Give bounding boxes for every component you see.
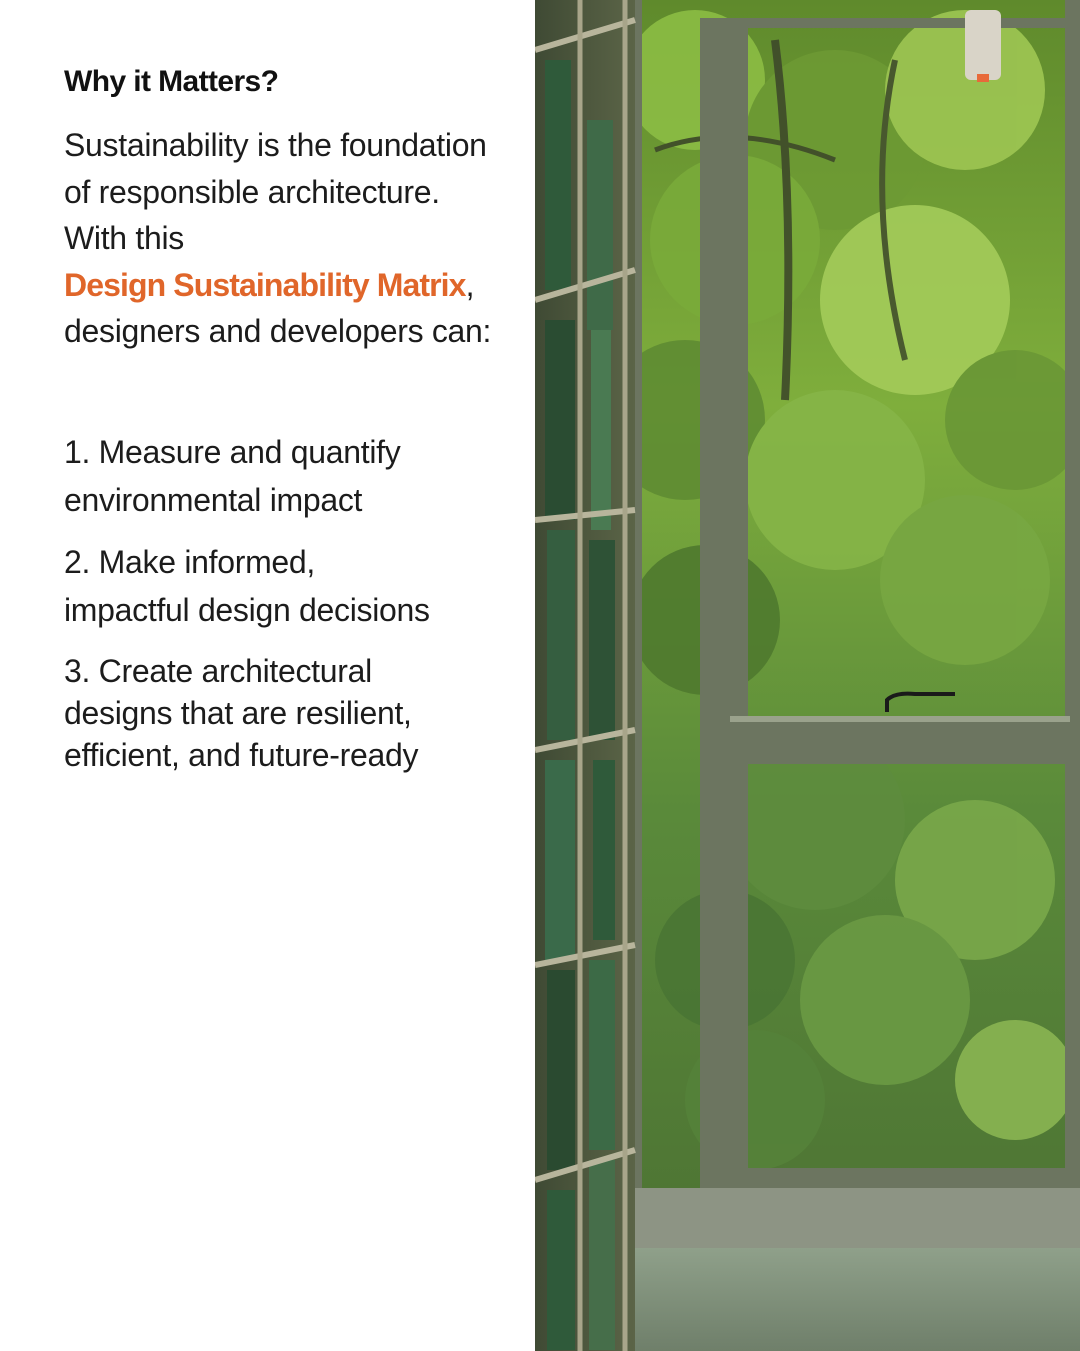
benefit-line: 1. Measure and quantify (64, 434, 401, 470)
floor (635, 1248, 1080, 1351)
benefit-item-2 (64, 538, 430, 634)
bookshelf (535, 0, 635, 1351)
highlight-comma: , (465, 266, 475, 303)
photo-illustration (535, 0, 1080, 1351)
benefit-line: 2. Make informed, (64, 544, 316, 580)
ceiling-light-glow (977, 74, 989, 82)
intro-paragraph (64, 122, 524, 355)
window-view-photo (535, 0, 1080, 1351)
benefit-line: impactful design decisions (64, 592, 430, 628)
window-sill-highlight (730, 716, 1070, 722)
benefit-line: environmental impact (64, 482, 363, 518)
window-base (635, 1188, 1080, 1248)
intro-line: Sustainability is the foundation (64, 127, 487, 163)
intro-closing-line: designers and developers can: (64, 313, 492, 349)
benefit-item-1 (64, 428, 400, 524)
benefit-line: efficient, and future-ready (64, 737, 419, 773)
text-panel (0, 0, 535, 1351)
ceiling-light (965, 10, 1001, 80)
highlight-line (64, 262, 524, 309)
benefit-line: 3. Create architectural (64, 653, 372, 689)
benefit-line: designs that are resilient, (64, 695, 412, 731)
matrix-highlight: Design Sustainability Matrix (64, 266, 466, 303)
intro-line: With this (64, 220, 184, 256)
benefit-item-3 (64, 650, 418, 776)
intro-line: of responsible architecture. (64, 173, 440, 210)
heading: Why it Matters? (64, 65, 279, 98)
